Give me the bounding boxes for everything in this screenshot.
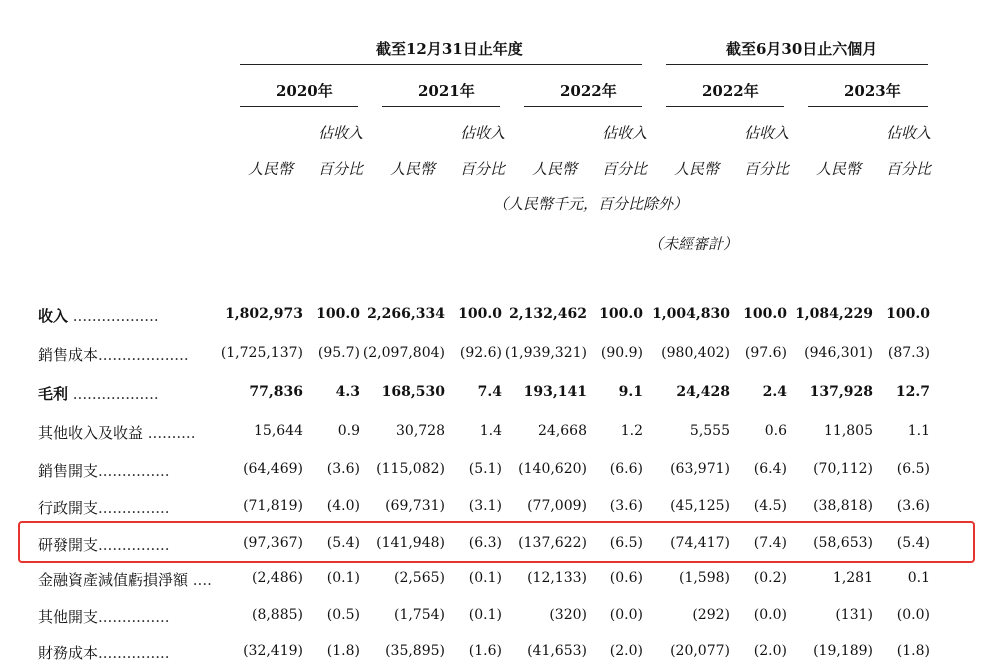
cell-amount: (2,565): [393, 570, 445, 586]
row-label-text: 金融資產減值虧損淨額: [38, 571, 189, 589]
cell-amount: (1,754): [393, 607, 445, 623]
cell-percent: (5.1): [468, 461, 502, 477]
cell-amount: 11,805: [824, 423, 873, 439]
row-label-text: 銷售成本: [38, 346, 99, 364]
cell-percent: 0.9: [337, 423, 360, 439]
leader-dots: ..................: [68, 385, 159, 403]
row-label-text: 其他收入及收益: [38, 424, 144, 442]
cell-amount: (1,939,321): [504, 345, 587, 361]
cell-amount: 168,530: [381, 384, 445, 400]
cell-percent: 2.4: [762, 384, 787, 400]
header-year-group-title: 截至12月31日止年度: [376, 40, 523, 58]
cell-amount: 30,728: [396, 423, 445, 439]
cell-percent: 100.0: [599, 306, 643, 322]
column-header-pct-line2: 百分比: [744, 160, 790, 178]
cell-percent: (0.6): [609, 570, 643, 586]
cell-amount: (980,402): [661, 345, 730, 361]
year-header-2023-h1: 2023年: [844, 82, 901, 100]
header-half-group-title: 截至6月30日止六個月: [726, 40, 878, 58]
row-label-text: 其他開支: [38, 608, 99, 626]
leader-dots: ..........: [143, 424, 196, 442]
cell-percent: (97.6): [744, 345, 787, 361]
header-year-group-rule: [240, 64, 642, 65]
row-label-text: 研發開支: [38, 536, 99, 554]
leader-dots: ...............: [98, 462, 170, 480]
leader-dots: ....: [188, 571, 212, 589]
row-label: [38, 422, 195, 443]
cell-amount: (2,097,804): [362, 345, 445, 361]
cell-percent: 4.3: [335, 384, 360, 400]
cell-percent: (3.1): [468, 498, 502, 514]
year-header-rule: [808, 106, 928, 107]
year-header-rule: [524, 106, 642, 107]
cell-amount: (320): [549, 607, 587, 623]
year-header-rule: [240, 106, 358, 107]
cell-percent: (0.1): [326, 570, 360, 586]
cell-amount: 5,555: [689, 423, 730, 439]
cell-amount: (115,082): [376, 461, 445, 477]
year-header-2020: 2020年: [276, 82, 333, 100]
cell-percent: (87.3): [887, 345, 930, 361]
row-label-text: 毛利: [38, 385, 69, 403]
cell-percent: (4.5): [753, 498, 787, 514]
cell-amount: (38,818): [813, 498, 873, 514]
unit-note: （人民幣千元，百分比除外）: [493, 195, 689, 213]
cell-percent: (3.6): [609, 498, 643, 514]
cell-amount: (74,417): [670, 535, 730, 551]
leader-dots: ...............: [98, 608, 170, 626]
cell-amount: 1,802,973: [225, 306, 303, 322]
cell-amount: (131): [835, 607, 873, 623]
cell-percent: (7.4): [753, 535, 787, 551]
column-header-pct-line2: 百分比: [318, 160, 364, 178]
cell-percent: (0.5): [326, 607, 360, 623]
row-label-text: 收入: [38, 307, 69, 325]
cell-amount: (137,622): [518, 535, 587, 551]
row-label: [38, 569, 212, 590]
cell-percent: (0.0): [609, 607, 643, 623]
cell-percent: 0.1: [907, 570, 930, 586]
cell-percent: (6.5): [896, 461, 930, 477]
column-header-rmb: 人民幣: [390, 160, 436, 178]
column-header-rmb: 人民幣: [248, 160, 294, 178]
cell-amount: (71,819): [243, 498, 303, 514]
column-header-rmb: 人民幣: [532, 160, 578, 178]
cell-percent: 100.0: [886, 306, 930, 322]
cell-percent: (6.6): [609, 461, 643, 477]
cell-amount: 2,266,334: [367, 306, 445, 322]
column-header-pct-line1: 佔收入: [602, 124, 648, 142]
cell-amount: (1,725,137): [220, 345, 303, 361]
column-header-pct-line1: 佔收入: [886, 124, 932, 142]
cell-amount: 24,428: [676, 384, 730, 400]
highlight-box: [18, 521, 975, 563]
cell-percent: (3.6): [326, 461, 360, 477]
cell-amount: 77,836: [249, 384, 303, 400]
cell-percent: (0.0): [896, 607, 930, 623]
cell-percent: 7.4: [477, 384, 502, 400]
cell-percent: (1.8): [326, 643, 360, 659]
cell-amount: (20,077): [670, 643, 730, 659]
column-header-pct-line2: 百分比: [460, 160, 506, 178]
row-label-text: 財務成本: [38, 644, 99, 662]
cell-amount: (64,469): [243, 461, 303, 477]
cell-percent: (1.8): [896, 643, 930, 659]
row-label: [38, 305, 159, 326]
cell-amount: (41,653): [527, 643, 587, 659]
cell-amount: 1,004,830: [652, 306, 730, 322]
cell-percent: 12.7: [895, 384, 930, 400]
cell-percent: (6.4): [753, 461, 787, 477]
header-half-group-rule: [666, 64, 928, 65]
row-label: [38, 344, 189, 365]
cell-amount: (12,133): [527, 570, 587, 586]
leader-dots: ...............: [98, 644, 170, 662]
leader-dots: ...............: [98, 536, 170, 554]
cell-amount: (141,948): [376, 535, 445, 551]
cell-percent: 100.0: [316, 306, 360, 322]
cell-percent: 100.0: [458, 306, 502, 322]
cell-amount: (8,885): [251, 607, 303, 623]
row-label: [38, 606, 170, 627]
column-header-rmb: 人民幣: [674, 160, 720, 178]
cell-percent: (2.0): [609, 643, 643, 659]
cell-amount: 1,281: [832, 570, 873, 586]
row-label: [38, 460, 170, 481]
year-header-2022: 2022年: [560, 82, 617, 100]
cell-percent: (4.0): [326, 498, 360, 514]
cell-amount: 137,928: [809, 384, 873, 400]
row-label-text: 銷售開支: [38, 462, 99, 480]
cell-amount: (63,971): [670, 461, 730, 477]
cell-amount: (19,189): [813, 643, 873, 659]
cell-amount: (45,125): [670, 498, 730, 514]
cell-percent: (1.6): [468, 643, 502, 659]
cell-percent: (6.3): [468, 535, 502, 551]
cell-percent: (0.2): [753, 570, 787, 586]
row-label: [38, 383, 159, 404]
cell-percent: (95.7): [317, 345, 360, 361]
cell-percent: (0.1): [468, 607, 502, 623]
row-label: [38, 642, 170, 663]
cell-amount: (77,009): [527, 498, 587, 514]
cell-percent: (2.0): [753, 643, 787, 659]
column-header-pct-line1: 佔收入: [744, 124, 790, 142]
cell-amount: 1,084,229: [795, 306, 873, 322]
cell-percent: 1.1: [907, 423, 930, 439]
cell-amount: (32,419): [243, 643, 303, 659]
cell-amount: 193,141: [523, 384, 587, 400]
cell-percent: (3.6): [896, 498, 930, 514]
cell-amount: (69,731): [385, 498, 445, 514]
row-label-text: 行政開支: [38, 499, 99, 517]
cell-amount: (946,301): [804, 345, 873, 361]
row-label: [38, 497, 170, 518]
cell-amount: (1,598): [678, 570, 730, 586]
cell-amount: (97,367): [243, 535, 303, 551]
cell-percent: (90.9): [600, 345, 643, 361]
cell-percent: (0.0): [753, 607, 787, 623]
cell-percent: 1.2: [620, 423, 643, 439]
cell-amount: 2,132,462: [509, 306, 587, 322]
cell-percent: 9.1: [618, 384, 643, 400]
column-header-pct-line1: 佔收入: [318, 124, 364, 142]
leader-dots: ...............: [98, 499, 170, 517]
leader-dots: ...................: [98, 346, 189, 364]
cell-amount: (70,112): [813, 461, 873, 477]
cell-percent: 0.6: [764, 423, 787, 439]
cell-amount: (292): [692, 607, 730, 623]
column-header-pct-line1: 佔收入: [460, 124, 506, 142]
column-header-pct-line2: 百分比: [602, 160, 648, 178]
cell-percent: (0.1): [468, 570, 502, 586]
year-header-rule: [666, 106, 784, 107]
year-header-2021: 2021年: [418, 82, 475, 100]
cell-percent: (5.4): [326, 535, 360, 551]
unaudited-note: （未經審計）: [648, 235, 739, 253]
column-header-pct-line2: 百分比: [886, 160, 932, 178]
year-header-rule: [382, 106, 500, 107]
cell-amount: (140,620): [518, 461, 587, 477]
cell-percent: (6.5): [609, 535, 643, 551]
cell-percent: (92.6): [459, 345, 502, 361]
column-header-rmb: 人民幣: [816, 160, 862, 178]
year-header-2022-h1: 2022年: [702, 82, 759, 100]
cell-amount: 24,668: [538, 423, 587, 439]
cell-percent: (5.4): [896, 535, 930, 551]
cell-percent: 1.4: [479, 423, 502, 439]
cell-amount: (35,895): [385, 643, 445, 659]
leader-dots: ..................: [68, 307, 159, 325]
cell-amount: 15,644: [254, 423, 303, 439]
cell-percent: 100.0: [743, 306, 787, 322]
cell-amount: (2,486): [251, 570, 303, 586]
cell-amount: (58,653): [813, 535, 873, 551]
